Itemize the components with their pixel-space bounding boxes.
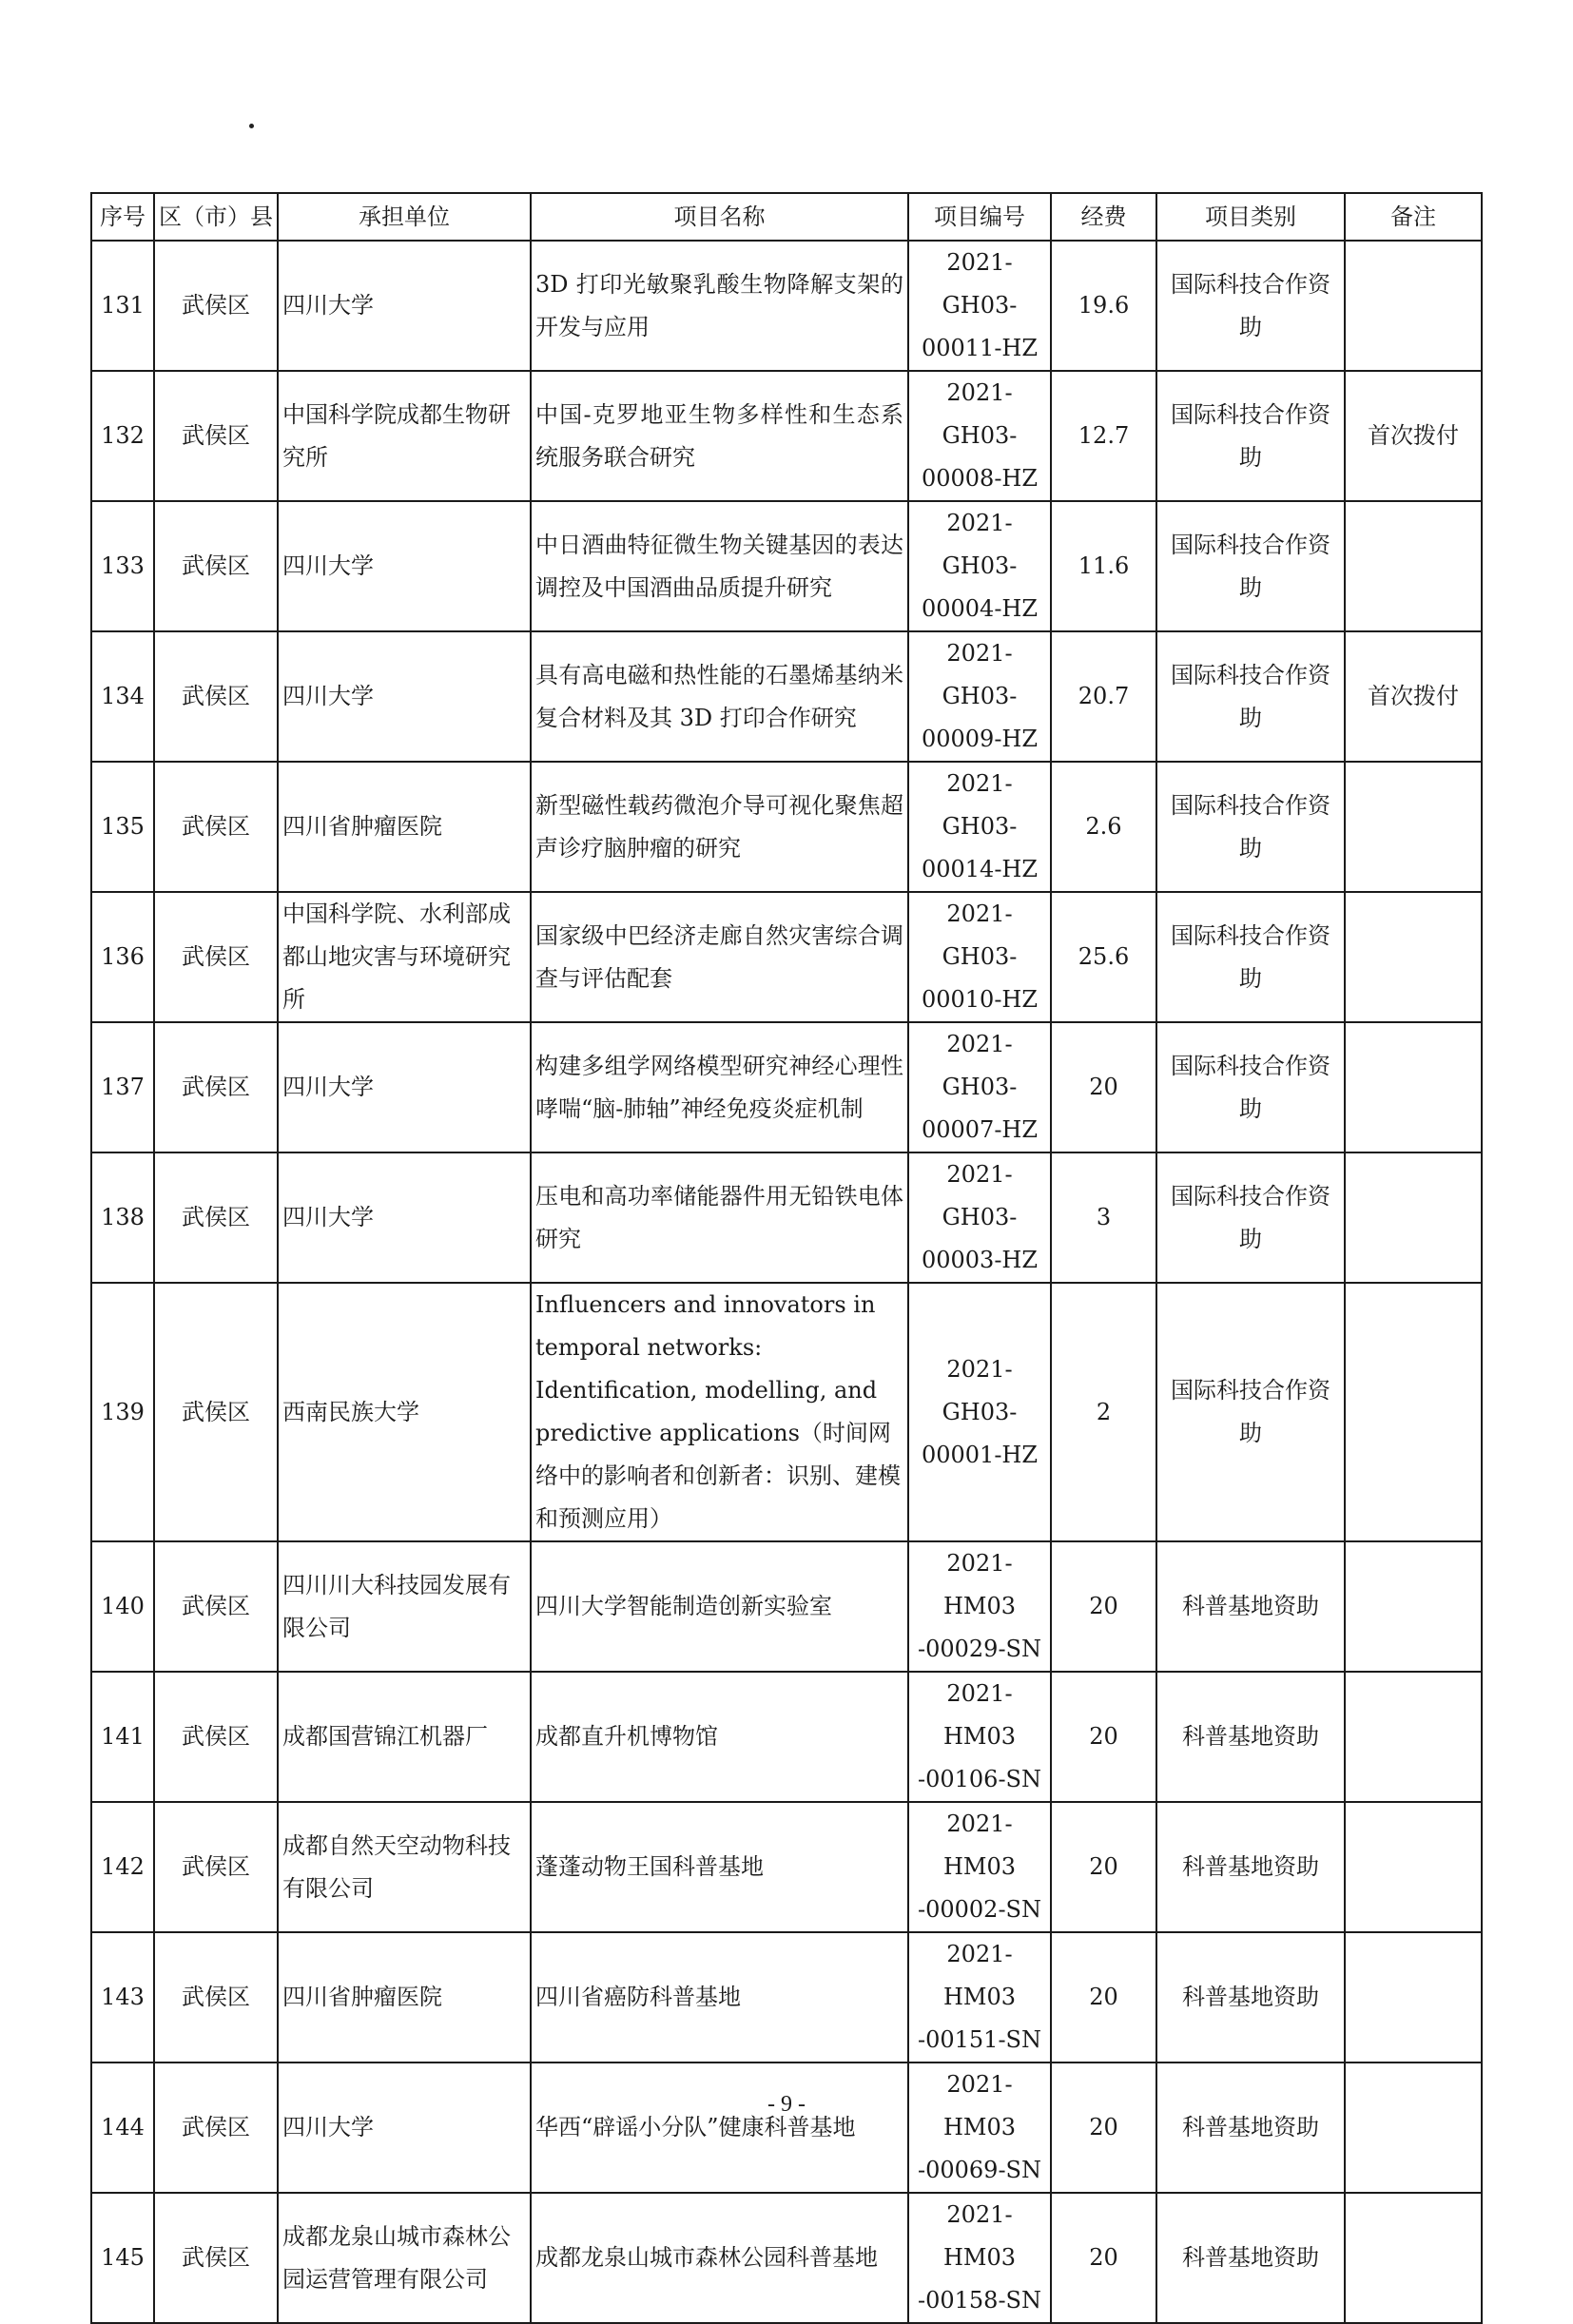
- cell-district: 武侯区: [154, 1672, 278, 1802]
- page-number: - 9 -: [767, 2092, 806, 2117]
- cell-code: 2021-HM03 -00002-SN: [908, 1802, 1051, 1932]
- cell-category: 国际科技合作资助: [1156, 1283, 1345, 1541]
- cell-category: 国际科技合作资助: [1156, 1152, 1345, 1283]
- cell-code: 2021-GH03- 00008-HZ: [908, 371, 1051, 501]
- cell-no: 141: [91, 1672, 154, 1802]
- table-row: [91, 1022, 1482, 1152]
- header-unit: 承担单位: [278, 193, 531, 241]
- cell-no: 145: [91, 2193, 154, 2323]
- cell-fund: 3: [1051, 1152, 1156, 1283]
- header-no: 序号: [91, 193, 154, 241]
- cell-code: 2021-GH03- 00014-HZ: [908, 762, 1051, 892]
- cell-district: 武侯区: [154, 241, 278, 371]
- cell-no: 132: [91, 371, 154, 501]
- cell-code: 2021-GH03- 00010-HZ: [908, 892, 1051, 1022]
- cell-category: 国际科技合作资助: [1156, 762, 1345, 892]
- cell-district: 武侯区: [154, 371, 278, 501]
- cell-project: 新型磁性载药微泡介导可视化聚焦超声诊疗脑肿瘤的研究: [531, 762, 908, 892]
- cell-no: 131: [91, 241, 154, 371]
- cell-category: 国际科技合作资助: [1156, 1022, 1345, 1152]
- cell-project: 华西“辟谣小分队”健康科普基地: [531, 2063, 908, 2193]
- table-row: [91, 1802, 1482, 1932]
- cell-project: 构建多组学网络模型研究神经心理性哮喘“脑-肺轴”神经免疫炎症机制: [531, 1022, 908, 1152]
- table-row: [91, 1283, 1482, 1541]
- table-row: [91, 2063, 1482, 2193]
- cell-code: 2021-HM03 -00029-SN: [908, 1541, 1051, 1672]
- cell-unit: 四川大学: [278, 501, 531, 631]
- cell-fund: 20: [1051, 1541, 1156, 1672]
- cell-unit: 四川大学: [278, 241, 531, 371]
- cell-code: 2021-GH03- 00001-HZ: [908, 1283, 1051, 1541]
- cell-note: [1345, 2063, 1482, 2193]
- cell-no: 135: [91, 762, 154, 892]
- cell-fund: 25.6: [1051, 892, 1156, 1022]
- cell-district: 武侯区: [154, 1541, 278, 1672]
- cell-fund: 20: [1051, 2063, 1156, 2193]
- table-row: [91, 1932, 1482, 2063]
- cell-code: 2021-HM03 -00151-SN: [908, 1932, 1051, 2063]
- cell-code: 2021-HM03 -00158-SN: [908, 2193, 1051, 2323]
- table-body: [91, 241, 1482, 2323]
- cell-project: 成都龙泉山城市森林公园科普基地: [531, 2193, 908, 2323]
- table-row: [91, 2193, 1482, 2323]
- cell-fund: 2: [1051, 1283, 1156, 1541]
- header-district: 区（市）县: [154, 193, 278, 241]
- cell-code: 2021-GH03- 00007-HZ: [908, 1022, 1051, 1152]
- cell-district: 武侯区: [154, 2063, 278, 2193]
- cell-note: [1345, 1283, 1482, 1541]
- header-note: 备注: [1345, 193, 1482, 241]
- cell-note: [1345, 1541, 1482, 1672]
- cell-district: 武侯区: [154, 1152, 278, 1283]
- cell-note: [1345, 1672, 1482, 1802]
- cell-district: 武侯区: [154, 892, 278, 1022]
- cell-note: [1345, 501, 1482, 631]
- cell-note: [1345, 2193, 1482, 2323]
- cell-fund: 19.6: [1051, 241, 1156, 371]
- cell-project: 中国-克罗地亚生物多样性和生态系统服务联合研究: [531, 371, 908, 501]
- cell-unit: 四川大学: [278, 631, 531, 762]
- cell-unit: 成都国营锦江机器厂: [278, 1672, 531, 1802]
- cell-project: 国家级中巴经济走廊自然灾害综合调查与评估配套: [531, 892, 908, 1022]
- cell-fund: 20: [1051, 1932, 1156, 2063]
- cell-category: 国际科技合作资助: [1156, 631, 1345, 762]
- header-project: 项目名称: [531, 193, 908, 241]
- cell-no: 138: [91, 1152, 154, 1283]
- cell-fund: 20.7: [1051, 631, 1156, 762]
- cell-unit: 四川川大科技园发展有限公司: [278, 1541, 531, 1672]
- cell-unit: 中国科学院、水利部成都山地灾害与环境研究所: [278, 892, 531, 1022]
- cell-unit: 成都自然天空动物科技有限公司: [278, 1802, 531, 1932]
- cell-no: 134: [91, 631, 154, 762]
- cell-district: 武侯区: [154, 1802, 278, 1932]
- cell-category: 科普基地资助: [1156, 2063, 1345, 2193]
- header-fund: 经费: [1051, 193, 1156, 241]
- cell-note: [1345, 1152, 1482, 1283]
- cell-unit: 中国科学院成都生物研究所: [278, 371, 531, 501]
- table-row: [91, 501, 1482, 631]
- table-row: [91, 762, 1482, 892]
- cell-unit: 成都龙泉山城市森林公园运营管理有限公司: [278, 2193, 531, 2323]
- cell-project: 蓬蓬动物王国科普基地: [531, 1802, 908, 1932]
- cell-no: 140: [91, 1541, 154, 1672]
- cell-note: [1345, 892, 1482, 1022]
- header-row: [91, 193, 1482, 241]
- cell-no: 144: [91, 2063, 154, 2193]
- header-code: 项目编号: [908, 193, 1051, 241]
- cell-code: 2021-GH03- 00004-HZ: [908, 501, 1051, 631]
- cell-category: 科普基地资助: [1156, 2193, 1345, 2323]
- cell-project: Influencers and innovators in temporal networks: Identification, modelling, and predictive applications（时间网络中的影响者和创新者：识别、建模和预测应用）: [531, 1283, 908, 1541]
- cell-project: 四川大学智能制造创新实验室: [531, 1541, 908, 1672]
- cell-category: 国际科技合作资助: [1156, 241, 1345, 371]
- cell-no: 136: [91, 892, 154, 1022]
- cell-no: 137: [91, 1022, 154, 1152]
- cell-category: 国际科技合作资助: [1156, 501, 1345, 631]
- cell-unit: 西南民族大学: [278, 1283, 531, 1541]
- cell-code: 2021-HM03 -00069-SN: [908, 2063, 1051, 2193]
- cell-no: 139: [91, 1283, 154, 1541]
- cell-note: [1345, 1022, 1482, 1152]
- cell-project: 压电和高功率储能器件用无铅铁电体研究: [531, 1152, 908, 1283]
- stray-dot: [249, 124, 254, 128]
- cell-district: 武侯区: [154, 2193, 278, 2323]
- cell-note: [1345, 1932, 1482, 2063]
- cell-project: 3D 打印光敏聚乳酸生物降解支架的开发与应用: [531, 241, 908, 371]
- table-row: [91, 1152, 1482, 1283]
- cell-note: [1345, 762, 1482, 892]
- cell-fund: 20: [1051, 1022, 1156, 1152]
- cell-district: 武侯区: [154, 1932, 278, 2063]
- table-row: [91, 1672, 1482, 1802]
- cell-unit: 四川大学: [278, 1022, 531, 1152]
- cell-note: 首次拨付: [1345, 631, 1482, 762]
- cell-no: 133: [91, 501, 154, 631]
- cell-unit: 四川大学: [278, 2063, 531, 2193]
- cell-fund: 20: [1051, 2193, 1156, 2323]
- table-row: [91, 1541, 1482, 1672]
- cell-code: 2021-GH03- 00003-HZ: [908, 1152, 1051, 1283]
- cell-fund: 11.6: [1051, 501, 1156, 631]
- cell-fund: 20: [1051, 1802, 1156, 1932]
- cell-code: 2021-GH03- 00009-HZ: [908, 631, 1051, 762]
- cell-no: 143: [91, 1932, 154, 2063]
- cell-category: 国际科技合作资助: [1156, 371, 1345, 501]
- cell-category: 科普基地资助: [1156, 1932, 1345, 2063]
- cell-unit: 四川省肿瘤医院: [278, 762, 531, 892]
- project-table: [90, 192, 1483, 2324]
- cell-note: [1345, 241, 1482, 371]
- table-row: [91, 631, 1482, 762]
- cell-project: 具有高电磁和热性能的石墨烯基纳米复合材料及其 3D 打印合作研究: [531, 631, 908, 762]
- cell-no: 142: [91, 1802, 154, 1932]
- cell-code: 2021-HM03 -00106-SN: [908, 1672, 1051, 1802]
- cell-note: 首次拨付: [1345, 371, 1482, 501]
- cell-category: 科普基地资助: [1156, 1672, 1345, 1802]
- cell-category: 科普基地资助: [1156, 1541, 1345, 1672]
- cell-project: 四川省癌防科普基地: [531, 1932, 908, 2063]
- table-row: [91, 371, 1482, 501]
- cell-project: 成都直升机博物馆: [531, 1672, 908, 1802]
- cell-note: [1345, 1802, 1482, 1932]
- cell-unit: 四川大学: [278, 1152, 531, 1283]
- cell-district: 武侯区: [154, 1283, 278, 1541]
- cell-district: 武侯区: [154, 631, 278, 762]
- cell-district: 武侯区: [154, 762, 278, 892]
- table-row: [91, 241, 1482, 371]
- cell-project: 中日酒曲特征微生物关键基因的表达调控及中国酒曲品质提升研究: [531, 501, 908, 631]
- header-category: 项目类别: [1156, 193, 1345, 241]
- cell-code: 2021-GH03- 00011-HZ: [908, 241, 1051, 371]
- cell-district: 武侯区: [154, 1022, 278, 1152]
- cell-category: 科普基地资助: [1156, 1802, 1345, 1932]
- table-row: [91, 892, 1482, 1022]
- cell-fund: 2.6: [1051, 762, 1156, 892]
- cell-fund: 12.7: [1051, 371, 1156, 501]
- cell-district: 武侯区: [154, 501, 278, 631]
- cell-category: 国际科技合作资助: [1156, 892, 1345, 1022]
- cell-unit: 四川省肿瘤医院: [278, 1932, 531, 2063]
- cell-fund: 20: [1051, 1672, 1156, 1802]
